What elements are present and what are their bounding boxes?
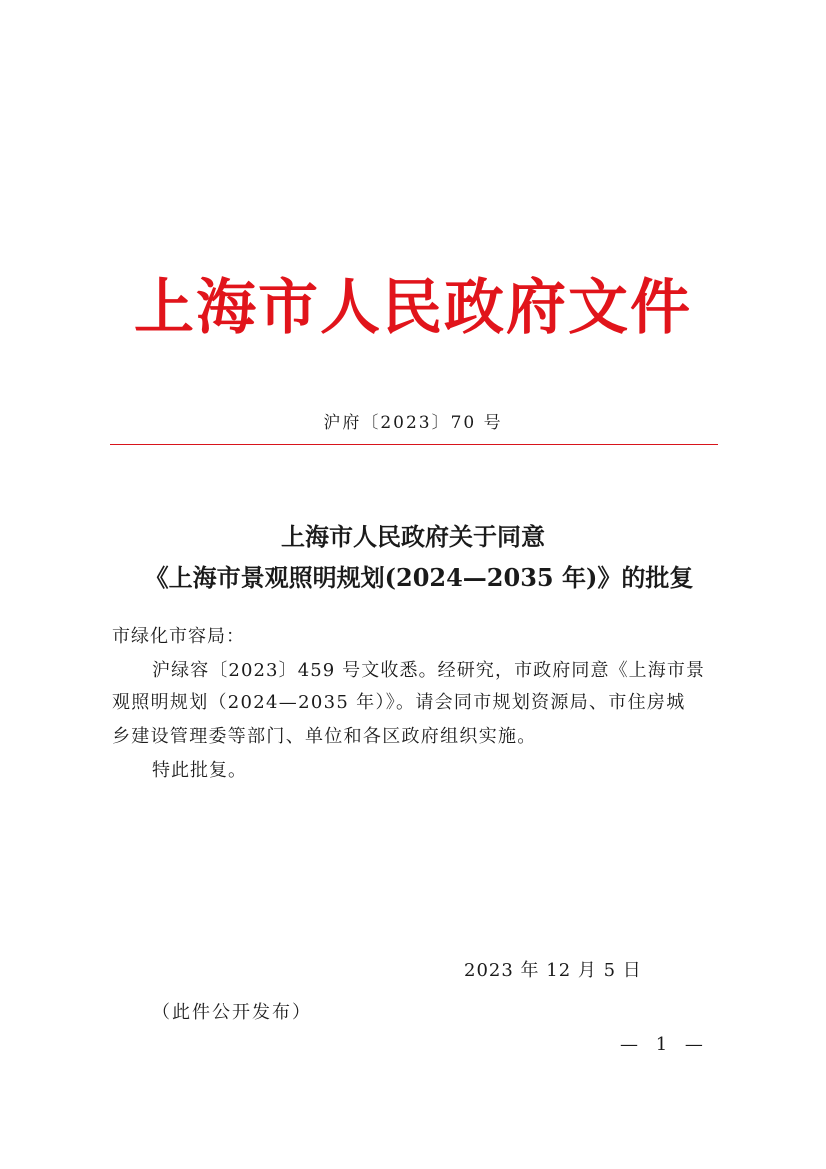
document-number: 沪府〔2023〕70 号 (323, 413, 503, 433)
body-paragraph-line-2: 观照明规划（2024—2035 年）》。请会同市规划资源局、市住房城 (112, 692, 686, 713)
document-title-line-2: 《上海市景观照明规划(2024—2035 年)》的批复 (144, 563, 694, 592)
body-paragraph-line-3: 乡建设管理委等部门、单位和各区政府组织实施。 (112, 726, 537, 747)
addressee: 市绿化市容局： (112, 626, 245, 647)
document-header-title: 上海市人民政府文件 (134, 273, 692, 343)
body-paragraph-line-1: 沪绿容〔2023〕459 号文收悉。经研究，市政府同意《上海市景 (152, 660, 706, 681)
closing-paragraph: 特此批复。 (152, 760, 247, 781)
page-number: — 1 — (620, 1034, 709, 1055)
issue-date: 2023 年 12 月 5 日 (464, 960, 642, 981)
disclosure-note: （此件公开发布） (152, 1002, 312, 1023)
header-divider-line (110, 444, 718, 445)
document-title-line-1: 上海市人民政府关于同意 (281, 522, 545, 551)
